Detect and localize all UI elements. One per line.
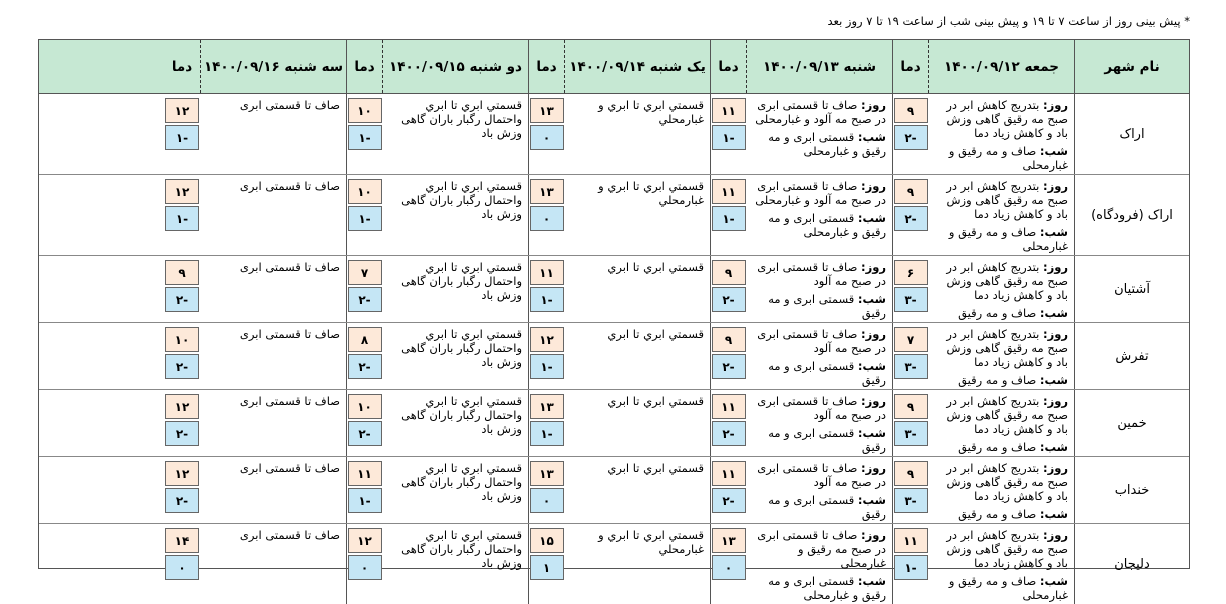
- temp-cell: [710, 175, 746, 255]
- night-text: قسمتی ابری و مه رقیق: [768, 426, 886, 454]
- night-label: شب:: [1039, 144, 1068, 158]
- table-row: [39, 175, 1189, 256]
- night-text: قسمتی ابری و مه رقیق و غبارمحلی: [768, 211, 886, 239]
- night-text: صاف و مه رقیق و غبارمحلی: [948, 225, 1068, 253]
- day-forecast: [932, 528, 1068, 570]
- min-temp: -۱: [530, 354, 564, 379]
- forecast-d1: [928, 457, 1074, 523]
- min-temp: -۲: [348, 354, 382, 379]
- header-day-1: جمعه ۱۴۰۰/۰۹/۱۲: [928, 40, 1074, 93]
- max-temp: ۹: [894, 98, 928, 123]
- day-text: صاف تا قسمتی ابری در صبح مه آلود و غبارمحلی: [755, 98, 886, 126]
- max-temp: ۹: [894, 394, 928, 419]
- day-forecast: [750, 179, 886, 207]
- forecast-d2: [746, 390, 892, 456]
- max-temp: ۱۲: [165, 179, 199, 204]
- min-temp: -۲: [348, 287, 382, 312]
- temp-cell: [892, 256, 928, 322]
- night-forecast: [932, 507, 1068, 521]
- max-temp: ۱۱: [894, 528, 928, 553]
- max-temp: ۱۴: [165, 528, 199, 553]
- night-text: قسمتی ابری و مه رقیق و غبارمحلی: [768, 574, 886, 602]
- day-label: روز:: [1043, 461, 1068, 475]
- temp-cell: [528, 175, 564, 255]
- max-temp: ۱۳: [530, 179, 564, 204]
- forecast-d3: قسمتي ابري تا ابري: [607, 394, 704, 408]
- night-text: صاف و مه رقیق: [958, 440, 1037, 454]
- temp-cell: [164, 256, 200, 322]
- max-temp: ۱۲: [348, 528, 382, 553]
- temp-cell: [528, 94, 564, 174]
- forecast-d5: صاف تا قسمتی ابری: [239, 394, 340, 408]
- day-text: بتدریج کاهش ابر در صبح مه رقیق گاهی وزش باد و کاهش زیاد دما: [946, 394, 1068, 436]
- day-forecast: [932, 98, 1068, 140]
- day-label: روز:: [861, 260, 886, 274]
- max-temp: ۷: [894, 327, 928, 352]
- forecast-d2: [746, 457, 892, 523]
- min-temp: -۱: [894, 555, 928, 580]
- min-temp: -۲: [712, 287, 746, 312]
- max-temp: ۱۱: [530, 260, 564, 285]
- table-row: [39, 256, 1189, 323]
- min-temp: -۲: [712, 421, 746, 446]
- forecast-d2: [746, 323, 892, 389]
- max-temp: ۱۳: [530, 394, 564, 419]
- table-row: [39, 390, 1189, 457]
- min-temp: -۲: [165, 287, 199, 312]
- day-text: صاف تا قسمتی ابری در صبح مه آلود: [757, 394, 886, 422]
- temp-cell: [346, 524, 382, 604]
- day-text: بتدریج کاهش ابر در صبح مه رقیق گاهی وزش باد و کاهش زیاد دما: [946, 179, 1068, 221]
- forecast-d2: [746, 175, 892, 255]
- temp-cell: [710, 94, 746, 174]
- day-text: بتدریج کاهش ابر در صبح مه رقیق گاهی وزش باد و کاهش زیاد دما: [946, 528, 1068, 570]
- table-body: [39, 94, 1189, 602]
- temp-cell: [164, 323, 200, 389]
- min-temp: -۱: [165, 206, 199, 231]
- forecast-d1: [928, 390, 1074, 456]
- city-name: آشتیان: [1074, 256, 1189, 322]
- min-temp: ۰: [530, 125, 564, 150]
- temp-cell: [346, 175, 382, 255]
- min-temp: -۲: [165, 354, 199, 379]
- day-label: روز:: [1043, 260, 1068, 274]
- forecast-d2: [746, 94, 892, 174]
- temp-cell: [346, 457, 382, 523]
- temp-cell: [892, 457, 928, 523]
- forecast-d1: [928, 323, 1074, 389]
- forecast-d4: قسمتي ابري تا ابري واحتمال رگبار باران گاهی وزش باد: [401, 98, 522, 140]
- max-temp: ۶: [894, 260, 928, 285]
- temp-cell: [892, 94, 928, 174]
- day-text: صاف تا قسمتی ابری در صبح مه آلود: [757, 461, 886, 489]
- night-text: صاف و مه رقیق: [958, 373, 1037, 387]
- night-forecast: [932, 373, 1068, 387]
- header-temp-1: دما: [892, 40, 928, 93]
- min-temp: -۱: [530, 421, 564, 446]
- night-label: شب:: [857, 359, 886, 373]
- forecast-d3: قسمتي ابري تا ابري و غبارمحلي: [598, 98, 704, 126]
- min-temp: ۰: [348, 555, 382, 580]
- min-temp: -۱: [348, 488, 382, 513]
- max-temp: ۱۱: [348, 461, 382, 486]
- night-label: شب:: [1039, 306, 1068, 320]
- max-temp: ۹: [894, 461, 928, 486]
- min-temp: -۲: [712, 354, 746, 379]
- temp-cell: [346, 256, 382, 322]
- night-forecast: [750, 426, 886, 454]
- day-forecast: [750, 98, 886, 126]
- night-label: شب:: [1039, 373, 1068, 387]
- max-temp: ۹: [894, 179, 928, 204]
- min-temp: -۲: [165, 421, 199, 446]
- night-forecast: [750, 359, 886, 387]
- min-temp: ۰: [712, 555, 746, 580]
- temp-cell: [528, 256, 564, 322]
- min-temp: -۳: [894, 354, 928, 379]
- forecast-d5: صاف تا قسمتی ابری: [239, 98, 340, 112]
- city-name: دلیجان: [1074, 524, 1189, 604]
- header-day-3: یک شنبه ۱۴۰۰/۰۹/۱۴: [564, 40, 710, 93]
- temp-cell: [528, 390, 564, 456]
- night-text: قسمتی ابری و مه رقیق و غبارمحلی: [768, 130, 886, 158]
- min-temp: -۱: [348, 206, 382, 231]
- max-temp: ۱۳: [530, 98, 564, 123]
- temp-cell: [892, 323, 928, 389]
- day-label: روز:: [861, 461, 886, 475]
- temp-cell: [164, 524, 200, 604]
- forecast-d4: قسمتي ابري تا ابري واحتمال رگبار باران گاهی وزش باد: [401, 179, 522, 221]
- max-temp: ۱۰: [348, 179, 382, 204]
- max-temp: ۱۳: [530, 461, 564, 486]
- forecast-table: [38, 39, 1190, 602]
- temp-cell: [346, 323, 382, 389]
- temp-cell: [528, 323, 564, 389]
- forecast-d4: قسمتي ابري تا ابري واحتمال رگبار باران گاهی وزش باد: [401, 260, 522, 302]
- min-temp: -۳: [894, 488, 928, 513]
- max-temp: ۱۰: [348, 394, 382, 419]
- forecast-note: * پیش بینی روز از ساعت ۷ تا ۱۹ و پیش بینی شب از ساعت ۱۹ تا ۷ روز بعد: [827, 14, 1190, 28]
- min-temp: -۱: [712, 206, 746, 231]
- temp-cell: [892, 175, 928, 255]
- max-temp: ۱۱: [712, 179, 746, 204]
- night-forecast: [750, 292, 886, 320]
- night-forecast: [932, 440, 1068, 454]
- header-day-5: سه شنبه ۱۴۰۰/۰۹/۱۶: [200, 40, 346, 93]
- temp-cell: [528, 524, 564, 604]
- temp-cell: [164, 94, 200, 174]
- forecast-d3: قسمتي ابري تا ابري: [607, 461, 704, 475]
- forecast-d5: صاف تا قسمتی ابری: [239, 327, 340, 341]
- min-temp: -۲: [348, 421, 382, 446]
- day-text: صاف تا قسمتی ابری در صبح مه آلود: [757, 327, 886, 355]
- max-temp: ۱۲: [165, 98, 199, 123]
- day-text: صاف تا قسمتی ابری در صبح مه آلود: [757, 260, 886, 288]
- forecast-d3: قسمتي ابري تا ابري: [607, 327, 704, 341]
- max-temp: ۱۱: [712, 461, 746, 486]
- temp-cell: [710, 457, 746, 523]
- max-temp: ۹: [165, 260, 199, 285]
- min-temp: ۰: [530, 488, 564, 513]
- temp-cell: [710, 323, 746, 389]
- min-temp: -۲: [894, 206, 928, 231]
- night-label: شب:: [857, 574, 886, 588]
- max-temp: ۹: [712, 327, 746, 352]
- night-label: شب:: [1039, 225, 1068, 239]
- day-text: بتدریج کاهش ابر در صبح مه رقیق گاهی وزش باد و کاهش زیاد دما: [946, 98, 1068, 140]
- night-label: شب:: [857, 130, 886, 144]
- city-name: خمین: [1074, 390, 1189, 456]
- night-forecast: [932, 306, 1068, 320]
- day-label: روز:: [861, 179, 886, 193]
- day-label: روز:: [1043, 528, 1068, 542]
- min-temp: ۰: [165, 555, 199, 580]
- day-label: روز:: [861, 327, 886, 341]
- max-temp: ۱۰: [348, 98, 382, 123]
- day-forecast: [750, 528, 886, 570]
- forecast-d4: قسمتي ابري تا ابري واحتمال رگبار باران گاهی وزش باد: [401, 528, 522, 570]
- night-text: قسمتی ابری و مه رقیق: [768, 292, 886, 320]
- day-forecast: [750, 260, 886, 288]
- max-temp: ۱۲: [165, 461, 199, 486]
- min-temp: -۱: [712, 125, 746, 150]
- forecast-d3: قسمتي ابري تا ابري و غبارمحلي: [598, 179, 704, 207]
- day-label: روز:: [861, 98, 886, 112]
- night-label: شب:: [1039, 440, 1068, 454]
- day-forecast: [932, 179, 1068, 221]
- day-forecast: [750, 327, 886, 355]
- temp-cell: [710, 256, 746, 322]
- day-forecast: [932, 461, 1068, 503]
- temp-cell: [892, 390, 928, 456]
- night-text: صاف و مه رقیق: [958, 507, 1037, 521]
- forecast-d1: [928, 524, 1074, 604]
- max-temp: ۱۰: [165, 327, 199, 352]
- day-label: روز:: [1043, 327, 1068, 341]
- forecast-d1: [928, 256, 1074, 322]
- header-temp-3: دما: [528, 40, 564, 93]
- min-temp: -۳: [894, 421, 928, 446]
- night-text: قسمتی ابری و مه رقیق: [768, 359, 886, 387]
- forecast-d4: قسمتي ابري تا ابري واحتمال رگبار باران گاهی وزش باد: [401, 394, 522, 436]
- temp-cell: [346, 390, 382, 456]
- temp-cell: [710, 390, 746, 456]
- min-temp: ۱: [530, 555, 564, 580]
- day-label: روز:: [861, 528, 886, 542]
- forecast-d2: [746, 256, 892, 322]
- day-forecast: [932, 394, 1068, 436]
- temp-cell: [164, 457, 200, 523]
- min-temp: -۱: [348, 125, 382, 150]
- day-text: بتدریج کاهش ابر در صبح مه رقیق گاهی وزش باد و کاهش زیاد دما: [946, 461, 1068, 503]
- night-label: شب:: [857, 211, 886, 225]
- min-temp: -۳: [894, 287, 928, 312]
- header-city: نام شهر: [1074, 40, 1189, 93]
- city-name: تفرش: [1074, 323, 1189, 389]
- night-forecast: [932, 144, 1068, 172]
- forecast-d2: [746, 524, 892, 604]
- forecast-d5: صاف تا قسمتی ابری: [239, 179, 340, 193]
- min-temp: -۱: [165, 125, 199, 150]
- header-day-4: دو شنبه ۱۴۰۰/۰۹/۱۵: [382, 40, 528, 93]
- city-name: اراک: [1074, 94, 1189, 174]
- day-label: روز:: [861, 394, 886, 408]
- max-temp: ۱۲: [530, 327, 564, 352]
- forecast-d4: قسمتي ابري تا ابري واحتمال رگبار باران گاهی وزش باد: [401, 327, 522, 369]
- day-text: صاف تا قسمتی ابری در صبح مه آلود و غبارمحلی: [755, 179, 886, 207]
- max-temp: ۱۵: [530, 528, 564, 553]
- night-forecast: [750, 493, 886, 521]
- day-label: روز:: [1043, 179, 1068, 193]
- header-temp-2: دما: [710, 40, 746, 93]
- temp-cell: [346, 94, 382, 174]
- day-forecast: [932, 260, 1068, 302]
- day-label: روز:: [1043, 394, 1068, 408]
- table-header: [39, 40, 1189, 94]
- max-temp: ۱۲: [165, 394, 199, 419]
- night-forecast: [750, 574, 886, 602]
- night-forecast: [932, 225, 1068, 253]
- day-forecast: [750, 394, 886, 422]
- city-name: خنداب: [1074, 457, 1189, 523]
- forecast-d3: قسمتي ابري تا ابري و غبارمحلي: [598, 528, 704, 556]
- max-temp: ۱۳: [712, 528, 746, 553]
- table-row: [39, 457, 1189, 524]
- forecast-d3: قسمتي ابري تا ابري: [607, 260, 704, 274]
- day-forecast: [932, 327, 1068, 369]
- day-text: بتدریج کاهش ابر در صبح مه رقیق گاهی وزش باد و کاهش زیاد دما: [946, 260, 1068, 302]
- min-temp: ۰: [530, 206, 564, 231]
- day-forecast: [750, 461, 886, 489]
- night-forecast: [750, 130, 886, 158]
- night-forecast: [750, 211, 886, 239]
- min-temp: -۲: [712, 488, 746, 513]
- header-temp-4: دما: [346, 40, 382, 93]
- min-temp: -۲: [165, 488, 199, 513]
- max-temp: ۸: [348, 327, 382, 352]
- temp-cell: [164, 390, 200, 456]
- temp-cell: [164, 175, 200, 255]
- max-temp: ۱۱: [712, 98, 746, 123]
- night-forecast: [932, 574, 1068, 602]
- night-label: شب:: [857, 493, 886, 507]
- max-temp: ۹: [712, 260, 746, 285]
- night-text: صاف و مه رقیق: [958, 306, 1037, 320]
- night-text: صاف و مه رقیق و غبارمحلی: [948, 144, 1068, 172]
- forecast-d5: صاف تا قسمتی ابری: [239, 461, 340, 475]
- forecast-d1: [928, 175, 1074, 255]
- night-label: شب:: [1039, 507, 1068, 521]
- max-temp: ۱۱: [712, 394, 746, 419]
- day-text: بتدریج کاهش ابر در صبح مه رقیق گاهی وزش باد و کاهش زیاد دما: [946, 327, 1068, 369]
- day-label: روز:: [1043, 98, 1068, 112]
- temp-cell: [710, 524, 746, 604]
- night-text: قسمتی ابری و مه رقیق: [768, 493, 886, 521]
- temp-cell: [528, 457, 564, 523]
- forecast-d5: صاف تا قسمتی ابری: [239, 528, 340, 542]
- table-row: [39, 524, 1189, 604]
- temp-cell: [892, 524, 928, 604]
- header-temp-5: دما: [171, 58, 193, 75]
- forecast-d4: قسمتي ابري تا ابري واحتمال رگبار باران گاهی وزش باد: [401, 461, 522, 503]
- forecast-d1: [928, 94, 1074, 174]
- min-temp: -۱: [530, 287, 564, 312]
- day-text: صاف تا قسمتی ابری در صبح مه رقیق و غبارمحلی: [757, 528, 886, 570]
- night-label: شب:: [857, 292, 886, 306]
- night-label: شب:: [1039, 574, 1068, 588]
- night-text: صاف و مه رقیق و غبارمحلی: [948, 574, 1068, 602]
- table-row: [39, 94, 1189, 175]
- max-temp: ۷: [348, 260, 382, 285]
- night-label: شب:: [857, 426, 886, 440]
- city-name: اراک (فرودگاه): [1074, 175, 1189, 255]
- forecast-d5: صاف تا قسمتی ابری: [239, 260, 340, 274]
- table-row: [39, 323, 1189, 390]
- min-temp: -۲: [894, 125, 928, 150]
- header-day-2: شنبه ۱۴۰۰/۰۹/۱۳: [746, 40, 892, 93]
